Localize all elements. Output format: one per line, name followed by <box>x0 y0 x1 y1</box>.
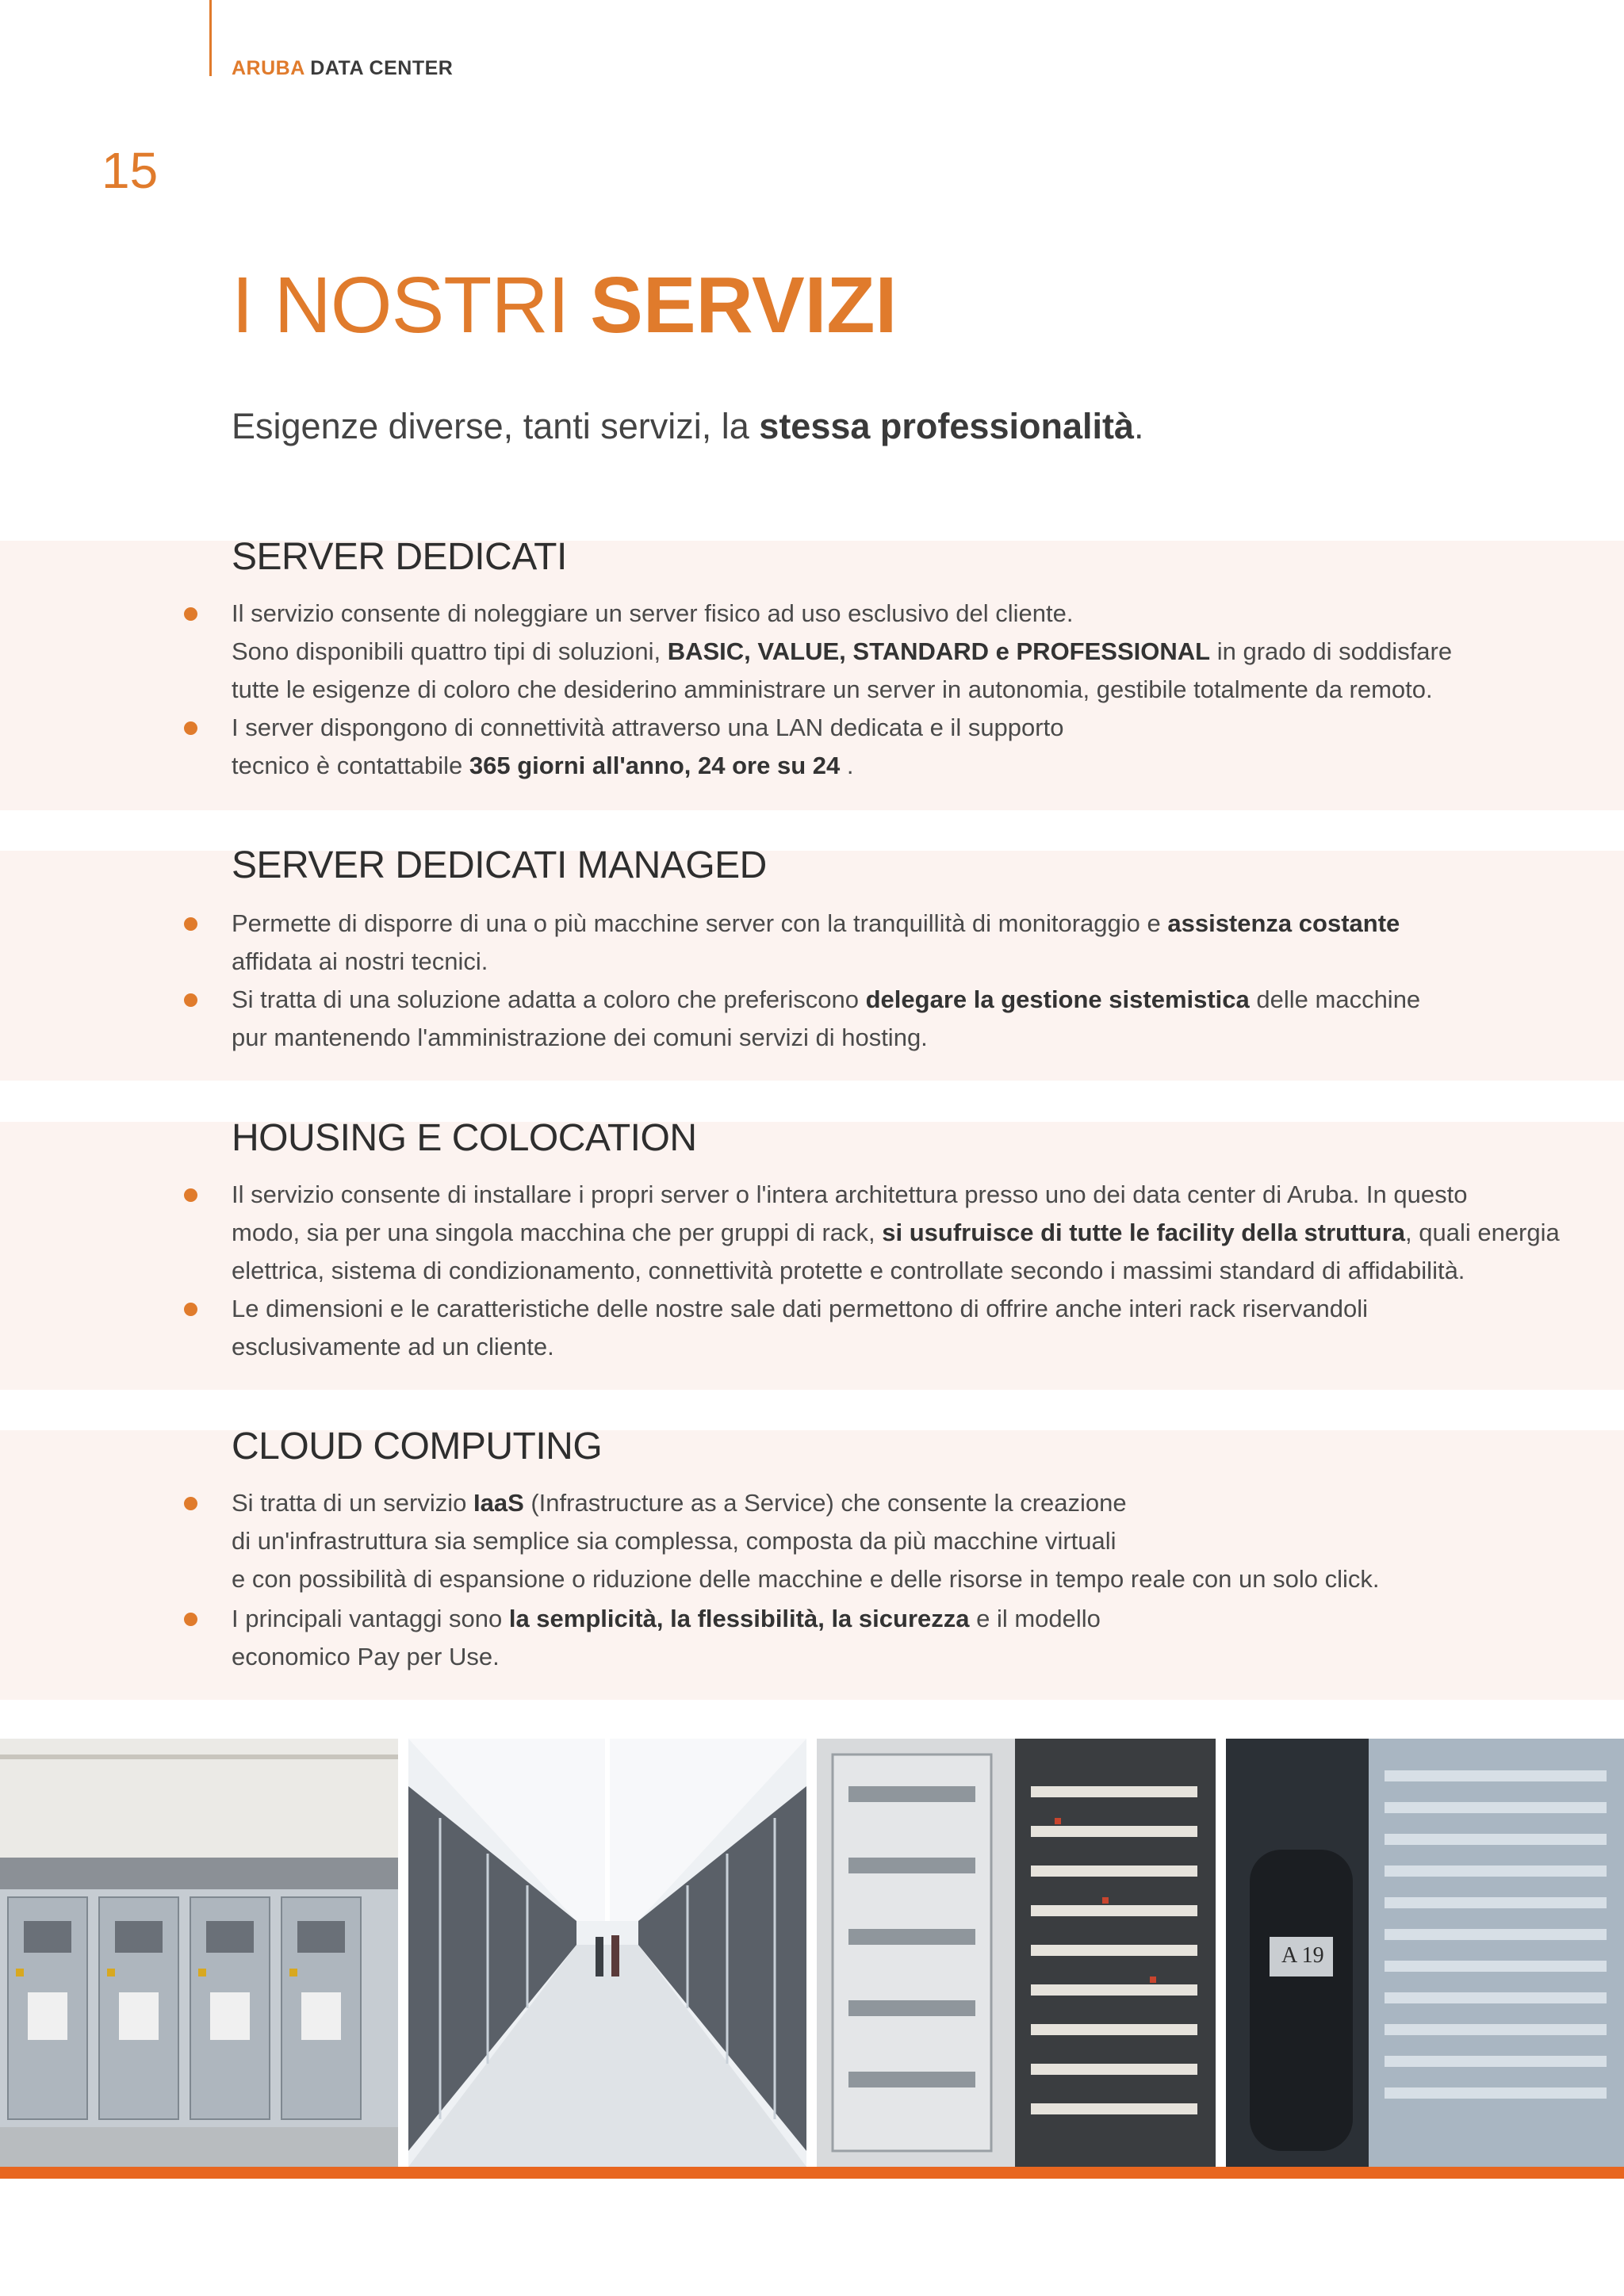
text-run: . <box>840 752 854 779</box>
text-run: , quali energia <box>1405 1219 1560 1246</box>
text-run: Le dimensioni e le caratteristiche delle nostre sale dati permettono di offrire anche interi rack riservandoli <box>232 1295 1369 1322</box>
bullet-text <box>232 1176 1560 1290</box>
brand-accent: ARUBA <box>232 57 304 79</box>
bullet-dot <box>184 1613 197 1626</box>
bold-text: BASIC, VALUE, STANDARD e PROFESSIONAL <box>667 637 1211 665</box>
bold-text: si usufruisce di tutte le facility della struttura <box>882 1219 1405 1246</box>
bullet-text <box>232 1600 1101 1676</box>
text-run: (Infrastructure as a Service) che consente la creazione <box>523 1489 1127 1517</box>
bold-text: delegare la gestione sistemistica <box>865 985 1250 1013</box>
photo-strip <box>0 1739 1624 2167</box>
text-run: I principali vantaggi sono <box>232 1605 509 1632</box>
text-run: economico Pay per Use. <box>232 1643 500 1670</box>
bold-text: assistenza costante <box>1167 909 1400 937</box>
text-run: affidata ai nostri tecnici. <box>232 947 488 975</box>
bullet-line <box>232 671 1452 709</box>
bullet-dot <box>184 721 197 735</box>
bullet-text <box>232 595 1452 709</box>
text-run: tecnico è contattabile <box>232 752 469 779</box>
text-run: Si tratta di una soluzione adatta a coloro che preferiscono <box>232 985 866 1013</box>
bold-text: 365 giorni all'anno, 24 ore su 24 <box>469 752 841 779</box>
text-run: e il modello <box>969 1605 1101 1632</box>
page-subtitle <box>232 406 1144 447</box>
bullet-line <box>232 1600 1101 1638</box>
bullet-line <box>232 1019 1420 1057</box>
bullet-dot <box>184 1303 197 1316</box>
bullet-dot <box>184 917 197 931</box>
section-title-cloud: CLOUD COMPUTING <box>232 1425 603 1468</box>
rack-label: A 19 <box>1281 1943 1324 1968</box>
bullet-line <box>232 943 1400 981</box>
bullet-line <box>232 1484 1379 1522</box>
bullet-line <box>232 981 1420 1019</box>
bullet-line <box>232 1176 1560 1214</box>
text-run: I server dispongono di connettività attraverso una LAN dedicata e il supporto <box>232 714 1064 741</box>
text-run: Il servizio consente di noleggiare un server fisico ad uso esclusivo del cliente. <box>232 599 1074 627</box>
section-title-server-dedicati: SERVER DEDICATI <box>232 536 567 578</box>
page-number: 15 <box>102 142 159 199</box>
text-run: elettrica, sistema di condizionamento, connettività protette e controllate secondo i massimi standard di affidabilità. <box>232 1257 1465 1284</box>
subtitle-bold: stessa professionalità <box>759 406 1134 446</box>
text-run: pur mantenendo l'amministrazione dei comuni servizi di hosting. <box>232 1024 928 1051</box>
bullet-text <box>232 709 1063 785</box>
bullet-line <box>232 709 1063 747</box>
bold-text: IaaS <box>473 1489 524 1517</box>
section-title-housing: HOUSING E COLOCATION <box>232 1117 697 1159</box>
bullet-line <box>232 1522 1379 1560</box>
photo-switchgear <box>0 1739 398 2167</box>
bullet-line <box>232 633 1452 671</box>
bullet-line <box>232 1638 1101 1676</box>
bullet-text <box>232 981 1420 1057</box>
subtitle-end: . <box>1134 406 1144 446</box>
bullet-dot <box>184 1188 197 1202</box>
text-run: in grado di soddisfare <box>1210 637 1453 665</box>
brand-header <box>232 57 453 80</box>
text-run: Il servizio consente di installare i propri server o l'intera architettura presso uno dei data center di Aruba. In questo <box>232 1181 1468 1208</box>
bullet-line <box>232 1252 1560 1290</box>
title-light: I NOSTRI <box>232 261 591 350</box>
photo-rack-closeup <box>1226 1739 1624 2167</box>
bullet-dot <box>184 993 197 1007</box>
bold-text: la semplicità, la flessibilità, la sicurezza <box>508 1605 970 1632</box>
photo-electrical-panel <box>817 1739 1216 2167</box>
subtitle-plain: Esigenze diverse, tanti servizi, la <box>232 406 760 446</box>
text-run: e con possibilità di espansione o riduzione delle macchine e delle risorse in tempo reale con un solo click. <box>232 1565 1380 1593</box>
text-run: esclusivamente ad un cliente. <box>232 1333 554 1360</box>
photo-server-aisle <box>408 1739 806 2167</box>
text-run: Si tratta di un servizio <box>232 1489 473 1517</box>
bullet-line <box>232 1214 1560 1252</box>
bullet-dot <box>184 1497 197 1510</box>
bullet-dot <box>184 607 197 621</box>
bullet-text <box>232 905 1400 981</box>
bullet-text <box>232 1290 1368 1366</box>
header-divider <box>209 0 212 76</box>
text-run: modo, sia per una singola macchina che per gruppi di rack, <box>232 1219 883 1246</box>
text-run: tutte le esigenze di coloro che desiderino amministrare un server in autonomia, gestibile totalmente da remoto. <box>232 675 1433 703</box>
bullet-line <box>232 747 1063 785</box>
bullet-line <box>232 1328 1368 1366</box>
bullet-line <box>232 1290 1368 1328</box>
section-title-server-managed: SERVER DEDICATI MANAGED <box>232 844 767 886</box>
bullet-text <box>232 1484 1379 1598</box>
footer-orange-bar <box>0 2167 1624 2179</box>
text-run: Sono disponibili quattro tipi di soluzioni, <box>232 637 668 665</box>
bullet-line <box>232 905 1400 943</box>
bullet-line <box>232 1560 1379 1598</box>
text-run: delle macchine <box>1249 985 1421 1013</box>
page-title <box>232 258 897 353</box>
text-run: di un'infrastruttura sia semplice sia complessa, composta da più macchine virtuali <box>232 1527 1116 1555</box>
brand-rest: DATA CENTER <box>304 57 454 79</box>
bullet-line <box>232 595 1452 633</box>
title-bold: SERVIZI <box>590 261 898 350</box>
text-run: Permette di disporre di una o più macchine server con la tranquillità di monitoraggio e <box>232 909 1168 937</box>
